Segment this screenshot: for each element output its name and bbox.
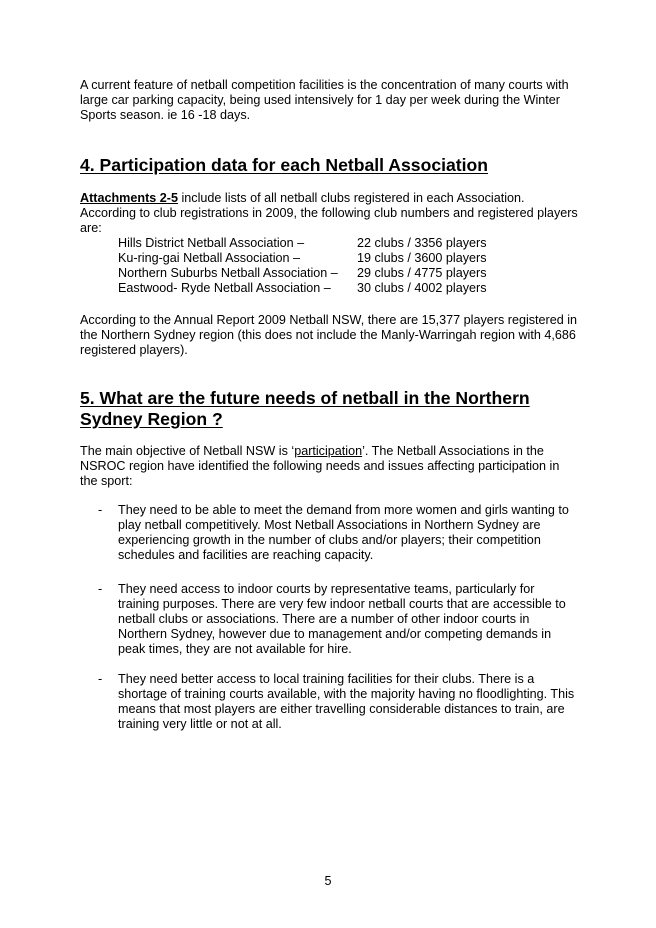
association-name: Northern Suburbs Netball Association – — [118, 266, 338, 280]
need-bullet-item — [98, 672, 578, 732]
club-row — [118, 266, 518, 281]
association-name: Eastwood- Ryde Netball Association – — [118, 281, 331, 295]
section-4-heading: 4. Participation data for each Netball Association — [80, 155, 489, 175]
objective-text-start: The main objective of Netball NSW is ‘ — [80, 444, 295, 458]
bullet-text: They need better access to local training facilities for their clubs. There is a shortage of training courts available, with the majority having no floodlighting. This means that most players are either travelling considerable distances to train, are training very little or not at all. — [118, 672, 575, 731]
attachments-paragraph — [80, 191, 580, 236]
association-count: 19 clubs / 3600 players — [357, 251, 487, 265]
association-name: Hills District Netball Association – — [118, 236, 305, 250]
club-row — [118, 251, 518, 266]
need-bullet-item — [98, 503, 578, 563]
association-count: 22 clubs / 3356 players — [357, 236, 487, 250]
bullet-dash: - — [98, 672, 103, 686]
bullet-text: They need access to indoor courts by representative teams, particularly for training purposes. There are very few indoor netball courts that are accessible to netball clubs or associations. There are a number of other indoor courts in Northern Sydney, however due to management and/or competing demands in peak times, they are not available for hire. — [118, 582, 566, 656]
annual-report-paragraph: According to the Annual Report 2009 Netball NSW, there are 15,377 players registered in the Northern Sydney region (this does not include the Manly-Warringah region with 4,686 registered players). — [80, 313, 578, 357]
association-name: Ku-ring-gai Netball Association – — [118, 251, 301, 265]
club-registration-list — [118, 236, 518, 296]
association-count: 29 clubs / 4775 players — [357, 266, 487, 280]
bullet-dash: - — [98, 582, 103, 596]
club-row — [118, 281, 518, 296]
club-row — [118, 236, 518, 251]
bullet-text: They need to be able to meet the demand from more women and girls wanting to play netball competitively. Most Netball Associations in Northern Sydney are experiencing growth in the number of clubs and/or players; their competition schedules and facilities are reaching capacity. — [118, 503, 569, 562]
page-number: 5 — [324, 874, 332, 888]
attachments-text: include lists of all netball clubs registered in each Association. According to club registrations in 2009, the following club numbers and registered players are: — [80, 191, 578, 235]
association-count: 30 clubs / 4002 players — [357, 281, 487, 295]
objective-text-end: ’. The Netball Associations in the NSROC region have identified the following needs and issues affecting participation in the sport: — [80, 444, 560, 488]
intro-paragraph: A current feature of netball competition facilities is the concentration of many courts with large car parking capacity, being used intensively for 1 day per week during the Winter Sports season. ie 16 -18 days. — [80, 78, 569, 122]
need-bullet-item — [98, 582, 578, 657]
participation-term: participation — [294, 444, 363, 458]
bullet-dash: - — [98, 503, 103, 517]
attachments-link[interactable]: Attachments 2-5 — [80, 191, 178, 205]
objective-paragraph — [80, 444, 580, 489]
section-5-heading: 5. What are the future needs of netball in the Northern Sydney Region ? — [80, 388, 530, 429]
